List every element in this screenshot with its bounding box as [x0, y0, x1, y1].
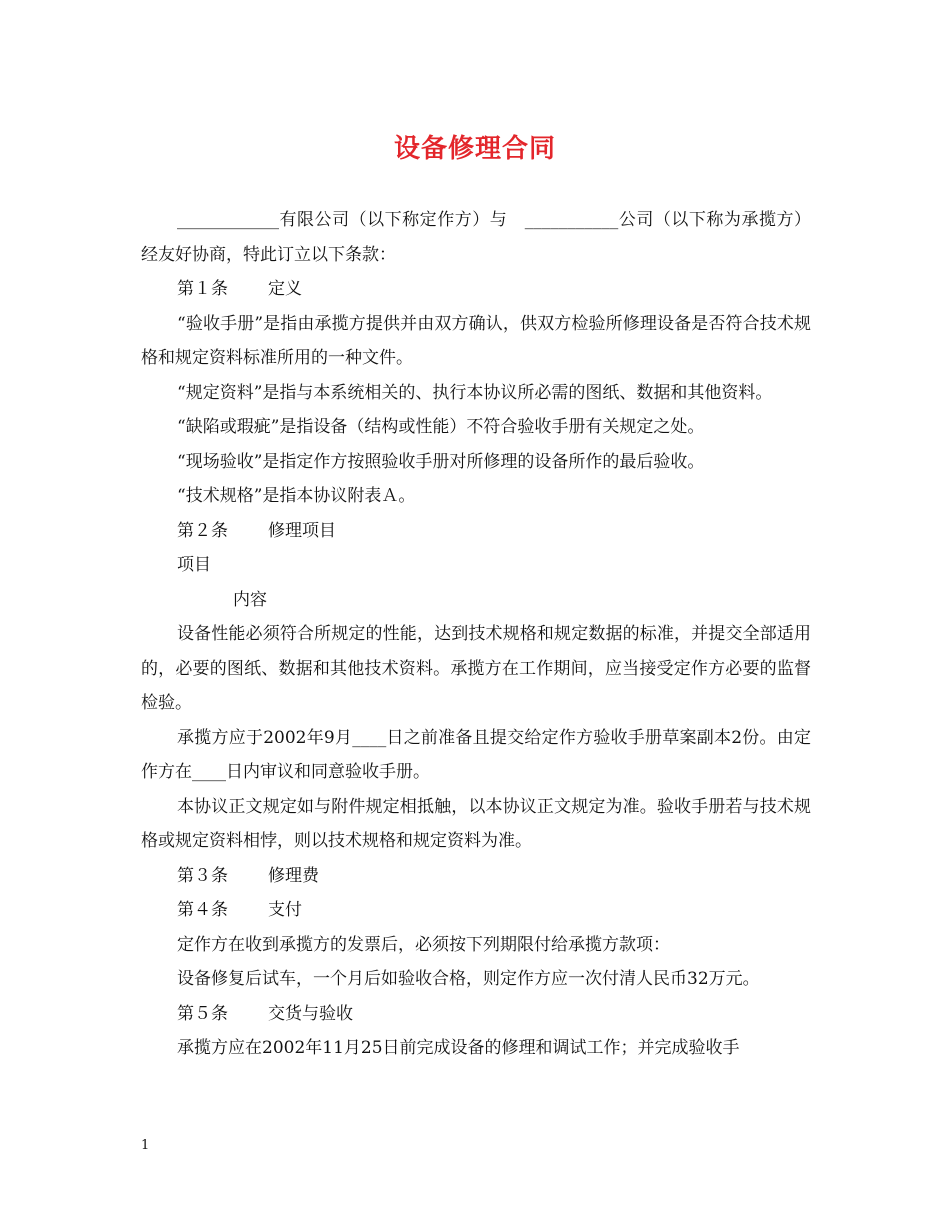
definition-paragraph: “验收手册”是指由承揽方提供并由双方确认，供双方检验所修理设备是否符合技术规格和规定资料标准所用的一种文件。 — [141, 313, 811, 368]
definition-paragraph: “现场验收”是指定作方按照验收手册对所修理的设备所作的最后验收。 — [177, 451, 705, 472]
article-number: 第１条 — [177, 279, 228, 299]
article-heading — [141, 997, 811, 1032]
intro-paragraph: ____________有限公司（以下称定作方）与 ___________公司（以下称为承揽方）经友好协商，特此订立以下条款： — [141, 210, 811, 265]
body-paragraph: 承揽方应在2002年11月25日前完成设备的修理和调试工作；并完成验收手 — [177, 1038, 740, 1058]
article-number: 第４条 — [177, 900, 228, 920]
article-title: 修理项目 — [268, 520, 336, 541]
article-title: 定义 — [268, 279, 302, 299]
definition-paragraph: “规定资料”是指与本系统相关的、执行本协议所必需的图纸、数据和其他资料。 — [177, 382, 773, 403]
article-number: 第２条 — [177, 520, 228, 541]
definition-paragraph: “缺陷或瑕疵”是指设备（结构或性能）不符合验收手册有关规定之处。 — [177, 417, 705, 437]
table-header-item: 项目 — [177, 555, 211, 575]
body-paragraph: 承揽方应于2002年9月____日之前准备且提交给定作方验收手册草案副本2份。由定作方在____日内审议和同意验收手册。 — [141, 727, 811, 782]
article-heading — [141, 514, 811, 549]
article-heading — [141, 859, 811, 894]
document-title: 设备修理合同 — [393, 134, 556, 164]
page-number: 1 — [141, 1138, 150, 1153]
article-title: 修理费 — [268, 865, 319, 886]
article-title: 支付 — [268, 900, 302, 920]
definition-paragraph: “技术规格”是指本协议附表Ａ。 — [177, 486, 416, 506]
article-number: 第５条 — [177, 1003, 228, 1024]
article-title: 交货与验收 — [268, 1003, 353, 1024]
body-paragraph: 定作方在收到承揽方的发票后，必须按下列期限付给承揽方款项： — [177, 934, 670, 955]
document-body — [141, 203, 811, 1066]
article-number: 第３条 — [177, 865, 228, 886]
table-header-content: 内容 — [233, 589, 267, 610]
article-heading — [141, 893, 811, 928]
body-paragraph: 设备性能必须符合所规定的性能，达到技术规格和规定数据的标准，并提交全部适用的，必要的图纸、数据和其他技术资料。承揽方在工作期间，应当接受定作方必要的监督检验。 — [141, 624, 811, 713]
body-paragraph: 本协议正文规定如与附件规定相抵触，以本协议正文规定为准。验收手册若与技术规格或规定资料相悖，则以技术规格和规定资料为准。 — [141, 796, 811, 851]
article-heading — [141, 272, 811, 307]
body-paragraph: 设备修复后试车，一个月后如验收合格，则定作方应一次付清人民币32万元。 — [177, 969, 760, 989]
